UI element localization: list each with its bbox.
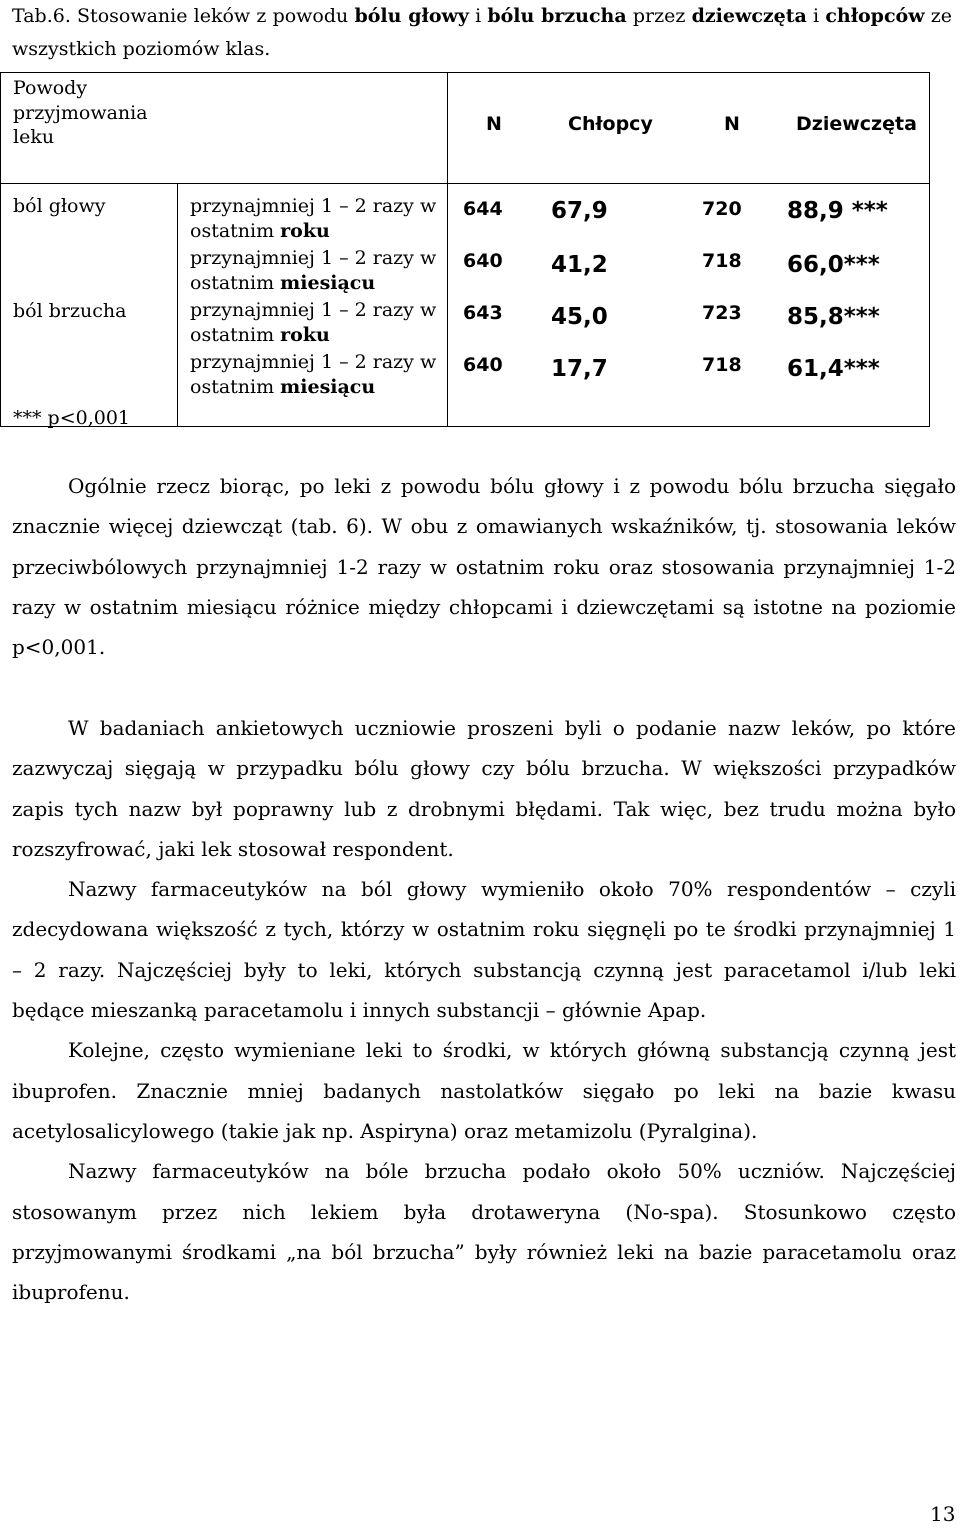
group-stomachache: ból brzucha — [13, 300, 127, 322]
n-girls-1: 720 — [702, 198, 742, 220]
frequency-row-2: przynajmniej 1 – 2 razy w ostatnim miesiącu — [190, 247, 437, 294]
header-girls: Dziewczęta — [796, 113, 917, 135]
n-girls-4: 718 — [702, 354, 742, 376]
n-boys-1: 644 — [463, 198, 503, 220]
girls-pct-2: 66,0*** — [787, 252, 880, 278]
paragraph-2: W badaniach ankietowych uczniowie proszeni byli o podanie nazw leków, po które zazwyczaj sięgają w przypadku bólu głowy czy bólu brzucha. W większości przypadków zapis tych nazw był poprawny lub z drobnymi błędami. Tak więc, bez trudu można było rozszyfrować, jaki lek stosował respondent. — [12, 716, 956, 861]
paragraph-3: Nazwy farmaceutyków na ból głowy wymieniło około 70% respondentów – czyli zdecydowana większość z tych, którzy w ostatnim roku sięgnęli po te środki przynajmniej 1 – 2 razy. Najczęściej były to leki, których substancją czynną jest paracetamol i/lub leki będące mieszanką paracetamolu i innych substancji – głównie Apap. — [12, 877, 956, 1023]
header-boys: Chłopcy — [568, 113, 653, 135]
table-caption: Tab.6. Stosowanie leków z powodu bólu głowy i bólu brzucha przez dziewczęta i chłopców ze wszystkich poziomów klas. — [12, 5, 953, 60]
group-headache: ból głowy — [13, 195, 106, 217]
girls-pct-3: 85,8*** — [787, 304, 880, 330]
paragraph-5: Nazwy farmaceutyków na bóle brzucha podało około 50% uczniów. Najczęściej stosowanym przez nich lekiem była drotaweryna (No-spa). Stosunkowo często przyjmowanymi środkami „na ból brzucha” były również leki na bazie paracetamolu oraz ibuprofenu. — [12, 1159, 956, 1305]
body-text — [12, 466, 956, 667]
boys-pct-1: 67,9 — [551, 198, 608, 224]
n-boys-4: 640 — [463, 354, 503, 376]
paragraph-4: Kolejne, często wymieniane leki to środki, w których główną substancją czynną jest ibuprofen. Znacznie mniej badanych nastolatków sięgało po leki na bazie kwasu acetylosalicylowego (takie jak np. Aspiryna) oraz metamizolu (Pyralgina). — [12, 1038, 956, 1143]
header-n-girls: N — [724, 113, 740, 135]
girls-pct-4: 61,4*** — [787, 356, 880, 382]
boys-pct-4: 17,7 — [551, 356, 608, 382]
significance-footnote: *** p<0,001 — [13, 407, 131, 429]
n-girls-3: 723 — [702, 302, 742, 324]
boys-pct-2: 41,2 — [551, 252, 608, 278]
header-n-boys: N — [486, 113, 502, 135]
page-number: 13 — [930, 1502, 956, 1526]
frequency-row-1: przynajmniej 1 – 2 razy w ostatnim roku — [190, 195, 437, 242]
girls-pct-1: 88,9 *** — [787, 198, 888, 224]
caption-prefix: Tab.6. — [12, 5, 71, 27]
body-text-2 — [12, 708, 956, 1312]
paragraph-1: Ogólnie rzecz biorąc, po leki z powodu bólu głowy i z powodu bólu brzucha sięgało znacznie więcej dziewcząt (tab. 6). W obu z omawianych wskaźników, tj. stosowania leków przeciwbólowych przynajmniej 1-2 razy w ostatnim roku oraz stosowania przynajmniej 1-2 razy w ostatnim miesiącu różnice między chłopcami i dziewczętami są istotne na poziomie p<0,001. — [12, 474, 956, 660]
n-boys-3: 643 — [463, 302, 503, 324]
frequency-row-3: przynajmniej 1 – 2 razy w ostatnim roku — [190, 299, 437, 346]
frequency-row-4: przynajmniej 1 – 2 razy w ostatnim miesiącu — [190, 351, 437, 398]
n-girls-2: 718 — [702, 250, 742, 272]
n-boys-2: 640 — [463, 250, 503, 272]
boys-pct-3: 45,0 — [551, 304, 608, 330]
data-table — [0, 72, 930, 427]
header-reason: Powody przyjmowania leku — [13, 77, 148, 148]
